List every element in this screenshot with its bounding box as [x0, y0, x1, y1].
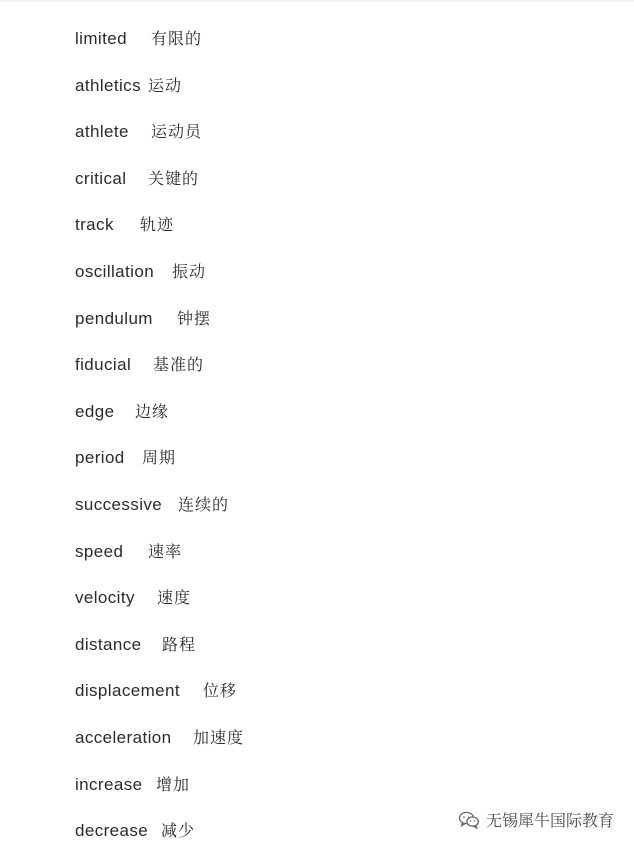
- english-term: oscillation: [75, 261, 155, 281]
- vocab-item: [75, 256, 244, 303]
- chinese-term: 运动: [148, 75, 183, 95]
- english-term: decrease: [75, 821, 149, 841]
- english-term: limited: [75, 29, 127, 48]
- vocab-item: [75, 442, 244, 489]
- vocab-item: [75, 396, 244, 443]
- english-term: acceleration: [75, 727, 172, 747]
- chinese-term: 边缘: [135, 401, 170, 421]
- vocab-item: [75, 675, 244, 722]
- chinese-term: 速率: [148, 541, 183, 561]
- english-term: pendulum: [75, 308, 153, 328]
- vocab-item: [75, 815, 244, 862]
- english-term: speed: [75, 541, 124, 561]
- vocabulary-list: [75, 23, 244, 862]
- vocab-item: [75, 116, 244, 163]
- vocab-item: [75, 629, 244, 676]
- chinese-term: 轨迹: [140, 215, 175, 235]
- english-term: edge: [75, 401, 115, 421]
- chinese-term: 运动员: [151, 122, 203, 142]
- watermark-text: 无锡犀牛国际教育: [485, 811, 614, 830]
- chinese-term: 增加: [156, 774, 191, 794]
- chinese-term: 连续的: [178, 494, 230, 514]
- chinese-term: 路程: [162, 634, 197, 654]
- watermark: [458, 808, 614, 831]
- chinese-term: 钟摆: [177, 308, 212, 328]
- vocab-item: [75, 209, 244, 256]
- english-term: period: [75, 448, 125, 468]
- chinese-term: 位移: [203, 681, 238, 701]
- vocab-item: [75, 722, 244, 769]
- english-term: successive: [75, 494, 163, 514]
- vocab-item: [75, 163, 244, 210]
- chinese-term: 加速度: [193, 727, 245, 747]
- chinese-term: 有限的: [151, 29, 203, 48]
- english-term: athletics: [75, 75, 141, 95]
- vocab-item: [75, 489, 244, 536]
- vocab-item: [75, 769, 244, 816]
- chinese-term: 关键的: [148, 168, 200, 188]
- vocab-item: [75, 70, 244, 117]
- english-term: athlete: [75, 122, 129, 142]
- english-term: distance: [75, 634, 142, 654]
- english-term: critical: [75, 168, 127, 188]
- chinese-term: 周期: [142, 448, 177, 468]
- english-term: displacement: [75, 681, 180, 701]
- vocab-item: [75, 23, 244, 70]
- vocab-item: [75, 582, 244, 629]
- chinese-term: 速度: [157, 588, 192, 608]
- english-term: increase: [75, 774, 143, 794]
- vocab-item: [75, 349, 244, 396]
- english-term: velocity: [75, 588, 135, 608]
- vocab-item: [75, 303, 244, 350]
- vocab-item: [75, 536, 244, 583]
- english-term: track: [75, 215, 114, 235]
- chinese-term: 基准的: [153, 355, 205, 375]
- wechat-icon: [458, 811, 480, 829]
- english-term: fiducial: [75, 355, 132, 375]
- chinese-term: 振动: [172, 261, 207, 281]
- chinese-term: 减少: [161, 821, 196, 841]
- page-top-edge: [0, 0, 634, 3]
